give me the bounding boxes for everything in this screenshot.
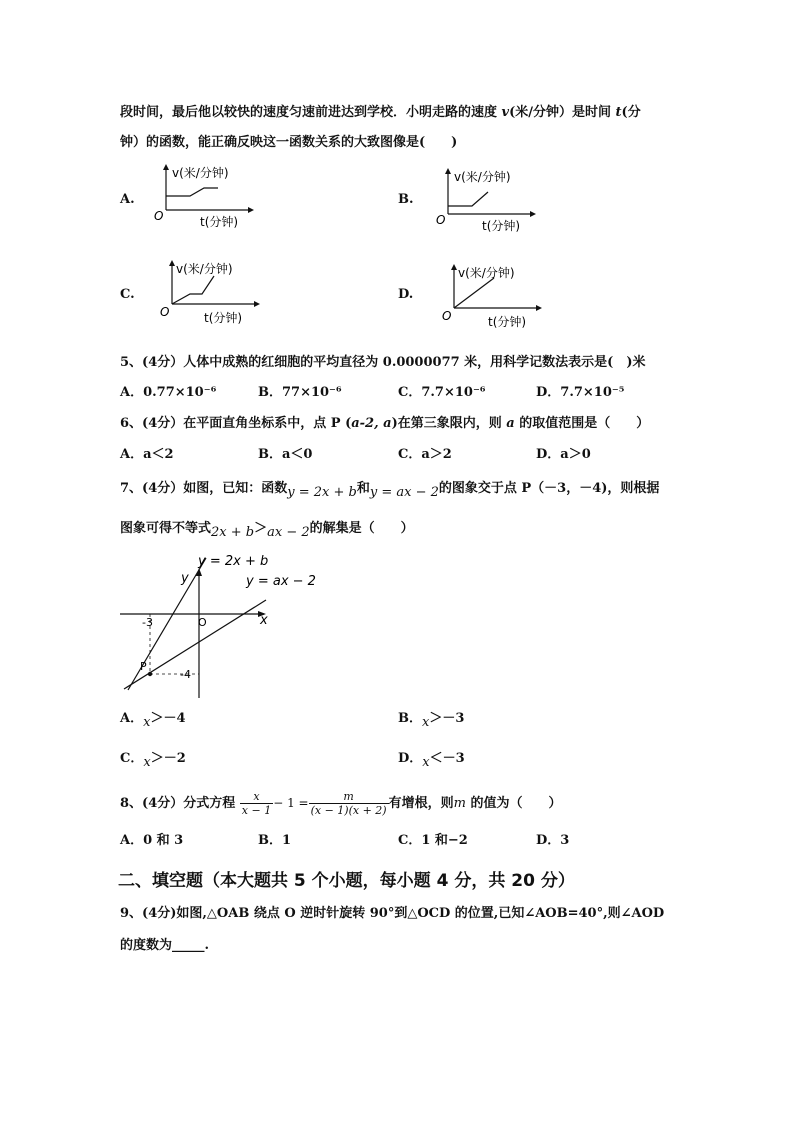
numerator: m — [309, 790, 389, 804]
q7-ineq-left: 2x + b — [211, 525, 255, 540]
y-label: y — [181, 571, 189, 586]
q7-line2-a: 图象可得不等式 — [120, 521, 212, 536]
q6-option-d: D．a＞0 — [536, 447, 591, 462]
x-label: x — [260, 613, 268, 628]
y-label: v(米/分钟) — [458, 266, 515, 280]
intro-text-b: (米/分钟）是时间 — [509, 105, 616, 120]
q6-stem-a: 6、(4分）在平面直角坐标系中，点 P ( — [120, 416, 352, 431]
origin: O — [436, 213, 446, 227]
var: x — [143, 715, 151, 730]
q4-graph-d — [438, 262, 558, 334]
x-arrow-icon — [248, 207, 254, 213]
q8-mid: − 1 = — [273, 796, 309, 810]
q8-stem-a: 8、(4分）分式方程 — [120, 796, 236, 811]
q6-stem-b: )在第三象限内，则 — [391, 416, 507, 431]
q5-option-c: C．7.7×10⁻⁶ — [398, 385, 486, 400]
q7-option-c — [120, 750, 186, 768]
y-arrow-icon — [451, 264, 457, 270]
q9-line-2: 的度数为_____. — [120, 938, 210, 953]
q8-option-b: B．1 — [258, 833, 292, 848]
q8-option-c: C．1 和−2 — [398, 833, 468, 848]
q6-var: a — [506, 416, 515, 431]
q8-stem — [120, 788, 561, 819]
q7-function-1: y = 2x + b — [287, 485, 357, 500]
rest: ＞－4 — [150, 711, 186, 726]
q7-stem-a: 7、(4分）如图，已知：函数 — [120, 481, 288, 496]
q4-graph-c — [156, 258, 276, 330]
q5-option-d: D．7.7×10⁻⁵ — [536, 385, 625, 400]
rest: ＞－3 — [429, 711, 465, 726]
y-arrow-icon — [445, 168, 451, 174]
q4-option-c-label: C. — [120, 287, 135, 302]
q6-option-b: B．a＜0 — [258, 447, 313, 462]
q7-option-b — [398, 710, 464, 728]
letter: B． — [398, 711, 422, 726]
y-label: v(米/分钟) — [172, 166, 229, 180]
q7-and: 和 — [356, 481, 370, 496]
letter: C． — [120, 751, 144, 766]
intro-line-2: 钟）的函数，能正确反映这一函数关系的大致图像是( ) — [120, 135, 458, 150]
intro-text-c: (分 — [621, 105, 641, 120]
line-y-ax-minus-2 — [124, 600, 266, 689]
denominator: (x − 1)(x + 2) — [310, 804, 387, 817]
rest: ＜－3 — [429, 751, 465, 766]
q8-stem-b: 有增根，则 — [388, 796, 454, 811]
q8-var: m — [453, 796, 466, 811]
q5-option-b: B．77×10⁻⁶ — [258, 385, 342, 400]
letter: A． — [120, 711, 144, 726]
intro-line-1 — [120, 104, 641, 122]
curve — [172, 276, 214, 304]
q7-ineq-op: ＞ — [254, 521, 268, 536]
x-arrow-icon — [536, 305, 542, 311]
curve — [166, 188, 218, 196]
intro-var-v: v — [501, 105, 510, 120]
q7-stem-b: 的图象交于点 P（－3，－4)，则根据 — [438, 481, 660, 496]
q4-option-b-label: B. — [398, 192, 414, 207]
curve — [448, 192, 488, 206]
q8-stem-c: 的值为（ ） — [465, 796, 562, 811]
q8-fraction-1 — [240, 790, 273, 817]
q4-graph-a — [150, 162, 270, 234]
x-label: t(分钟) — [204, 311, 243, 325]
q8-option-d: D．3 — [536, 833, 570, 848]
intro-var-t: t — [615, 105, 622, 120]
q4-option-a-label: A. — [120, 192, 135, 207]
q8-option-a: A．0 和 3 — [120, 833, 184, 848]
rest: ＞－2 — [150, 751, 186, 766]
q6-option-c: C．a＞2 — [398, 447, 452, 462]
q7-option-a — [120, 710, 185, 728]
x-label: t(分钟) — [482, 219, 521, 233]
denominator: x − 1 — [241, 804, 272, 817]
q7-stem-line-1 — [120, 480, 659, 498]
q4-graph-b — [432, 166, 552, 238]
origin: O — [160, 305, 170, 319]
origin: O — [442, 309, 452, 323]
q9-line-1: 9、(4分)如图,△OAB 绕点 O 逆时针旋转 90°到△OCD 的位置,已知∠AOB=40°,则∠AOD — [120, 906, 665, 921]
y-arrow-icon — [163, 164, 169, 170]
x-label: t(分钟) — [200, 215, 239, 229]
q6-coord: a-2, a — [351, 416, 392, 431]
origin: O — [198, 616, 207, 629]
q7-stem-line-2 — [120, 520, 414, 538]
var: x — [422, 715, 430, 730]
var: x — [422, 755, 430, 770]
origin: O — [154, 209, 164, 223]
letter: D． — [398, 751, 423, 766]
q6-option-a: A．a＜2 — [120, 447, 174, 462]
label-line-1: y = 2x + b — [198, 554, 269, 569]
tick-x: -3 — [142, 616, 153, 629]
y-label: v(米/分钟) — [176, 262, 233, 276]
var: x — [143, 755, 151, 770]
q5-stem: 5、(4分）人体中成熟的红细胞的平均直径为 0.0000077 米，用科学记数法表示是( )米 — [120, 355, 646, 370]
q5-option-a: A．0.77×10⁻⁶ — [120, 385, 217, 400]
numerator: x — [240, 790, 273, 804]
y-label: v(米/分钟) — [454, 170, 511, 184]
q7-option-d — [398, 750, 465, 768]
q6-stem-c: 的取值范围是（ ） — [514, 416, 650, 431]
intro-text-a: 段时间，最后他以较快的速度匀速前进达到学校．小明走路的速度 — [120, 105, 502, 120]
q8-fraction-2 — [309, 790, 389, 817]
q7-function-2: y = ax − 2 — [369, 485, 439, 500]
y-arrow-icon — [169, 260, 175, 266]
x-label: t(分钟) — [488, 315, 527, 329]
x-arrow-icon — [254, 301, 260, 307]
q7-line2-b: 的解集是（ ） — [309, 521, 414, 536]
x-arrow-icon — [530, 211, 536, 217]
q7-graph — [114, 548, 324, 704]
point-label: P — [140, 660, 147, 673]
curve — [454, 278, 494, 308]
q7-ineq-right: ax − 2 — [267, 525, 310, 540]
label-line-2: y = ax − 2 — [246, 574, 316, 589]
tick-y: -4 — [180, 668, 191, 681]
section-2-title: 二、填空题（本大题共 5 个小题，每小题 4 分，共 20 分） — [118, 871, 575, 891]
q6-stem — [120, 415, 649, 433]
point-p — [148, 672, 152, 676]
q4-option-d-label: D. — [398, 287, 414, 302]
